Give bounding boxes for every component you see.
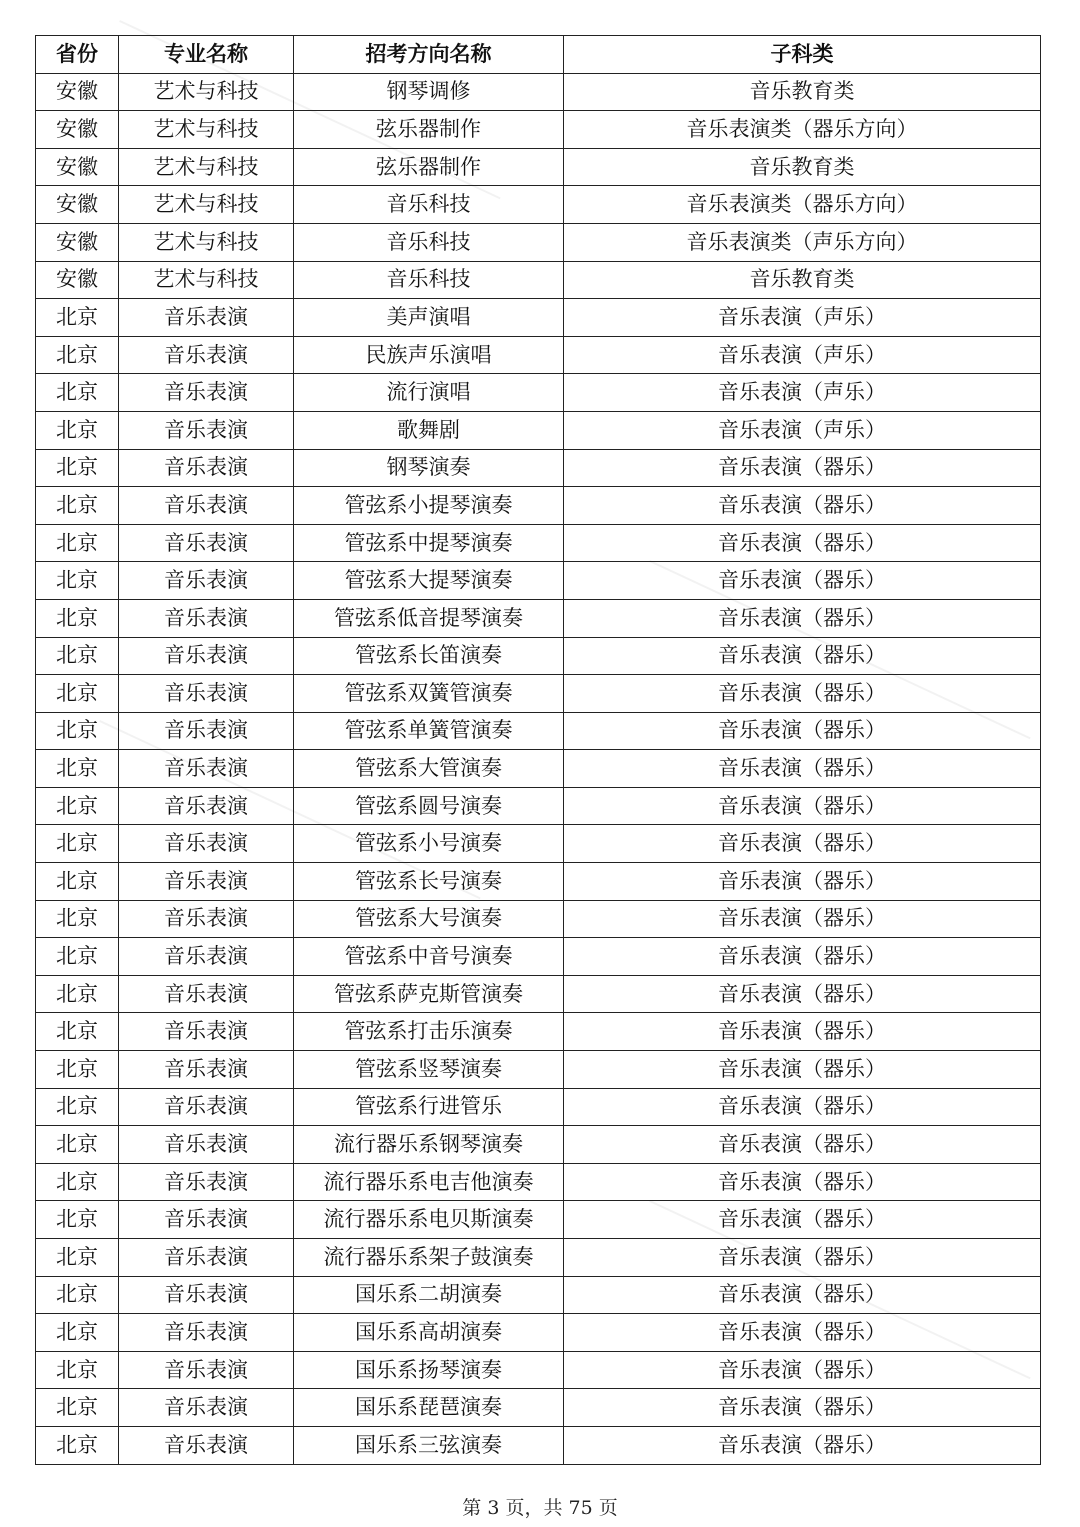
- cell-subcategory: 音乐表演（声乐）: [564, 336, 1041, 374]
- cell-province: 北京: [36, 299, 119, 337]
- cell-province: 安徽: [36, 148, 119, 186]
- table-row: [36, 750, 1041, 788]
- table-row: [36, 1276, 1041, 1314]
- table-row: [36, 299, 1041, 337]
- cell-subcategory: 音乐表演（器乐）: [564, 750, 1041, 788]
- cell-subcategory: 音乐表演（器乐）: [564, 599, 1041, 637]
- cell-direction: 流行器乐系钢琴演奏: [294, 1126, 564, 1164]
- cell-subcategory: 音乐表演类（器乐方向）: [564, 111, 1041, 149]
- cell-subcategory: 音乐教育类: [564, 73, 1041, 111]
- cell-direction: 音乐科技: [294, 186, 564, 224]
- cell-province: 北京: [36, 637, 119, 675]
- cell-major: 音乐表演: [119, 487, 294, 525]
- cell-major: 艺术与科技: [119, 223, 294, 261]
- cell-province: 北京: [36, 1426, 119, 1464]
- cell-major: 音乐表演: [119, 712, 294, 750]
- table-row: [36, 1201, 1041, 1239]
- cell-direction: 国乐系三弦演奏: [294, 1426, 564, 1464]
- cell-subcategory: 音乐表演（器乐）: [564, 1088, 1041, 1126]
- cell-subcategory: 音乐表演（器乐）: [564, 900, 1041, 938]
- table-row: [36, 1239, 1041, 1277]
- cell-direction: 流行器乐系架子鼓演奏: [294, 1239, 564, 1277]
- cell-direction: 管弦系行进管乐: [294, 1088, 564, 1126]
- table-row: [36, 863, 1041, 901]
- table-row: [36, 1389, 1041, 1427]
- cell-major: 音乐表演: [119, 825, 294, 863]
- cell-direction: 流行演唱: [294, 374, 564, 412]
- cell-subcategory: 音乐教育类: [564, 148, 1041, 186]
- cell-province: 北京: [36, 975, 119, 1013]
- cell-direction: 弦乐器制作: [294, 148, 564, 186]
- cell-major: 音乐表演: [119, 1389, 294, 1427]
- cell-subcategory: 音乐表演（器乐）: [564, 1239, 1041, 1277]
- table-row: [36, 487, 1041, 525]
- cell-province: 北京: [36, 524, 119, 562]
- cell-province: 北京: [36, 1389, 119, 1427]
- cell-major: 音乐表演: [119, 1426, 294, 1464]
- cell-subcategory: 音乐表演（器乐）: [564, 863, 1041, 901]
- cell-province: 北京: [36, 449, 119, 487]
- cell-direction: 管弦系双簧管演奏: [294, 675, 564, 713]
- cell-province: 北京: [36, 787, 119, 825]
- cell-province: 北京: [36, 1163, 119, 1201]
- cell-major: 音乐表演: [119, 1051, 294, 1089]
- cell-subcategory: 音乐表演（器乐）: [564, 1201, 1041, 1239]
- cell-province: 安徽: [36, 186, 119, 224]
- cell-direction: 钢琴演奏: [294, 449, 564, 487]
- cell-major: 音乐表演: [119, 1239, 294, 1277]
- cell-subcategory: 音乐表演（声乐）: [564, 299, 1041, 337]
- cell-province: 北京: [36, 487, 119, 525]
- table-row: [36, 1088, 1041, 1126]
- cell-subcategory: 音乐表演（器乐）: [564, 825, 1041, 863]
- cell-province: 北京: [36, 900, 119, 938]
- cell-subcategory: 音乐表演（器乐）: [564, 637, 1041, 675]
- cell-direction: 美声演唱: [294, 299, 564, 337]
- cell-major: 音乐表演: [119, 1351, 294, 1389]
- page-footer: 第 3 页，共 75 页: [462, 1497, 618, 1519]
- cell-province: 北京: [36, 863, 119, 901]
- cell-subcategory: 音乐表演（声乐）: [564, 374, 1041, 412]
- cell-direction: 管弦系大管演奏: [294, 750, 564, 788]
- cell-province: 安徽: [36, 261, 119, 299]
- cell-major: 音乐表演: [119, 637, 294, 675]
- cell-direction: 管弦系大号演奏: [294, 900, 564, 938]
- cell-direction: 管弦系小提琴演奏: [294, 487, 564, 525]
- cell-subcategory: 音乐表演（器乐）: [564, 562, 1041, 600]
- cell-province: 北京: [36, 750, 119, 788]
- cell-province: 北京: [36, 1239, 119, 1277]
- table-row: [36, 374, 1041, 412]
- table-row: [36, 449, 1041, 487]
- table-row: [36, 223, 1041, 261]
- table-row: [36, 336, 1041, 374]
- cell-major: 艺术与科技: [119, 186, 294, 224]
- cell-major: 音乐表演: [119, 1126, 294, 1164]
- cell-major: 艺术与科技: [119, 111, 294, 149]
- table-row: [36, 411, 1041, 449]
- cell-major: 音乐表演: [119, 336, 294, 374]
- cell-direction: 管弦系中音号演奏: [294, 938, 564, 976]
- cell-province: 北京: [36, 825, 119, 863]
- cell-province: 北京: [36, 675, 119, 713]
- cell-direction: 音乐科技: [294, 223, 564, 261]
- cell-subcategory: 音乐表演（器乐）: [564, 1013, 1041, 1051]
- cell-major: 音乐表演: [119, 449, 294, 487]
- cell-subcategory: 音乐表演（器乐）: [564, 449, 1041, 487]
- cell-subcategory: 音乐表演（器乐）: [564, 1051, 1041, 1089]
- cell-province: 北京: [36, 1088, 119, 1126]
- cell-subcategory: 音乐教育类: [564, 261, 1041, 299]
- cell-subcategory: 音乐表演（器乐）: [564, 1351, 1041, 1389]
- table-row: [36, 148, 1041, 186]
- cell-subcategory: 音乐表演（器乐）: [564, 1426, 1041, 1464]
- cell-subcategory: 音乐表演（器乐）: [564, 487, 1041, 525]
- cell-province: 北京: [36, 938, 119, 976]
- cell-province: 北京: [36, 712, 119, 750]
- table-row: [36, 186, 1041, 224]
- cell-subcategory: 音乐表演（器乐）: [564, 675, 1041, 713]
- cell-subcategory: 音乐表演（器乐）: [564, 524, 1041, 562]
- cell-direction: 国乐系扬琴演奏: [294, 1351, 564, 1389]
- table-row: [36, 675, 1041, 713]
- cell-major: 音乐表演: [119, 1013, 294, 1051]
- cell-major: 音乐表演: [119, 1276, 294, 1314]
- cell-direction: 管弦系小号演奏: [294, 825, 564, 863]
- cell-major: 音乐表演: [119, 675, 294, 713]
- cell-subcategory: 音乐表演类（器乐方向）: [564, 186, 1041, 224]
- cell-province: 北京: [36, 1051, 119, 1089]
- cell-direction: 管弦系圆号演奏: [294, 787, 564, 825]
- cell-major: 音乐表演: [119, 1314, 294, 1352]
- cell-subcategory: 音乐表演（声乐）: [564, 411, 1041, 449]
- cell-direction: 管弦系长号演奏: [294, 863, 564, 901]
- table-row: [36, 637, 1041, 675]
- cell-province: 北京: [36, 411, 119, 449]
- cell-direction: 管弦系单簧管演奏: [294, 712, 564, 750]
- cell-direction: 流行器乐系电吉他演奏: [294, 1163, 564, 1201]
- cell-province: 安徽: [36, 111, 119, 149]
- cell-major: 音乐表演: [119, 1201, 294, 1239]
- cell-major: 音乐表演: [119, 374, 294, 412]
- table-row: [36, 900, 1041, 938]
- cell-province: 北京: [36, 1276, 119, 1314]
- cell-direction: 国乐系高胡演奏: [294, 1314, 564, 1352]
- cell-province: 北京: [36, 562, 119, 600]
- table-row: [36, 599, 1041, 637]
- table-row: [36, 1013, 1041, 1051]
- cell-subcategory: 音乐表演（器乐）: [564, 938, 1041, 976]
- cell-major: 音乐表演: [119, 599, 294, 637]
- cell-major: 艺术与科技: [119, 148, 294, 186]
- table-row: [36, 261, 1041, 299]
- cell-direction: 歌舞剧: [294, 411, 564, 449]
- cell-subcategory: 音乐表演类（声乐方向）: [564, 223, 1041, 261]
- cell-direction: 管弦系打击乐演奏: [294, 1013, 564, 1051]
- header-direction: 招考方向名称: [294, 36, 564, 74]
- cell-major: 音乐表演: [119, 1088, 294, 1126]
- cell-major: 音乐表演: [119, 562, 294, 600]
- cell-direction: 管弦系低音提琴演奏: [294, 599, 564, 637]
- cell-province: 安徽: [36, 223, 119, 261]
- table-row: [36, 73, 1041, 111]
- cell-major: 音乐表演: [119, 524, 294, 562]
- table-row: [36, 1126, 1041, 1164]
- cell-subcategory: 音乐表演（器乐）: [564, 975, 1041, 1013]
- table-row: [36, 562, 1041, 600]
- cell-subcategory: 音乐表演（器乐）: [564, 712, 1041, 750]
- table-row: [36, 1051, 1041, 1089]
- cell-major: 艺术与科技: [119, 261, 294, 299]
- cell-subcategory: 音乐表演（器乐）: [564, 1314, 1041, 1352]
- cell-major: 艺术与科技: [119, 73, 294, 111]
- cell-direction: 管弦系长笛演奏: [294, 637, 564, 675]
- table-row: [36, 712, 1041, 750]
- table-row: [36, 938, 1041, 976]
- cell-province: 北京: [36, 336, 119, 374]
- cell-major: 音乐表演: [119, 787, 294, 825]
- table-row: [36, 975, 1041, 1013]
- cell-subcategory: 音乐表演（器乐）: [564, 1126, 1041, 1164]
- cell-province: 北京: [36, 1314, 119, 1352]
- cell-province: 北京: [36, 1126, 119, 1164]
- cell-direction: 流行器乐系电贝斯演奏: [294, 1201, 564, 1239]
- cell-direction: 管弦系大提琴演奏: [294, 562, 564, 600]
- cell-subcategory: 音乐表演（器乐）: [564, 1276, 1041, 1314]
- table-row: [36, 524, 1041, 562]
- cell-direction: 钢琴调修: [294, 73, 564, 111]
- table-row: [36, 1314, 1041, 1352]
- table-row: [36, 825, 1041, 863]
- cell-direction: 民族声乐演唱: [294, 336, 564, 374]
- cell-major: 音乐表演: [119, 1163, 294, 1201]
- header-province: 省份: [36, 36, 119, 74]
- cell-major: 音乐表演: [119, 750, 294, 788]
- cell-direction: 管弦系中提琴演奏: [294, 524, 564, 562]
- table-row: [36, 1351, 1041, 1389]
- header-subcategory: 子科类: [564, 36, 1041, 74]
- cell-province: 北京: [36, 1201, 119, 1239]
- table-header-row: [36, 36, 1041, 74]
- cell-direction: 管弦系竖琴演奏: [294, 1051, 564, 1089]
- cell-province: 安徽: [36, 73, 119, 111]
- cell-major: 音乐表演: [119, 863, 294, 901]
- cell-province: 北京: [36, 1351, 119, 1389]
- cell-major: 音乐表演: [119, 900, 294, 938]
- cell-province: 北京: [36, 599, 119, 637]
- cell-direction: 弦乐器制作: [294, 111, 564, 149]
- table-body: [36, 73, 1041, 1464]
- cell-subcategory: 音乐表演（器乐）: [564, 1389, 1041, 1427]
- cell-major: 音乐表演: [119, 938, 294, 976]
- cell-major: 音乐表演: [119, 299, 294, 337]
- admissions-table: [35, 35, 1041, 1465]
- table-row: [36, 787, 1041, 825]
- cell-major: 音乐表演: [119, 411, 294, 449]
- cell-direction: 国乐系二胡演奏: [294, 1276, 564, 1314]
- cell-subcategory: 音乐表演（器乐）: [564, 1163, 1041, 1201]
- cell-direction: 国乐系琵琶演奏: [294, 1389, 564, 1427]
- table-row: [36, 1426, 1041, 1464]
- cell-direction: 音乐科技: [294, 261, 564, 299]
- cell-subcategory: 音乐表演（器乐）: [564, 787, 1041, 825]
- cell-major: 音乐表演: [119, 975, 294, 1013]
- table-row: [36, 1163, 1041, 1201]
- cell-province: 北京: [36, 1013, 119, 1051]
- table-row: [36, 111, 1041, 149]
- cell-province: 北京: [36, 374, 119, 412]
- header-major: 专业名称: [119, 36, 294, 74]
- cell-direction: 管弦系萨克斯管演奏: [294, 975, 564, 1013]
